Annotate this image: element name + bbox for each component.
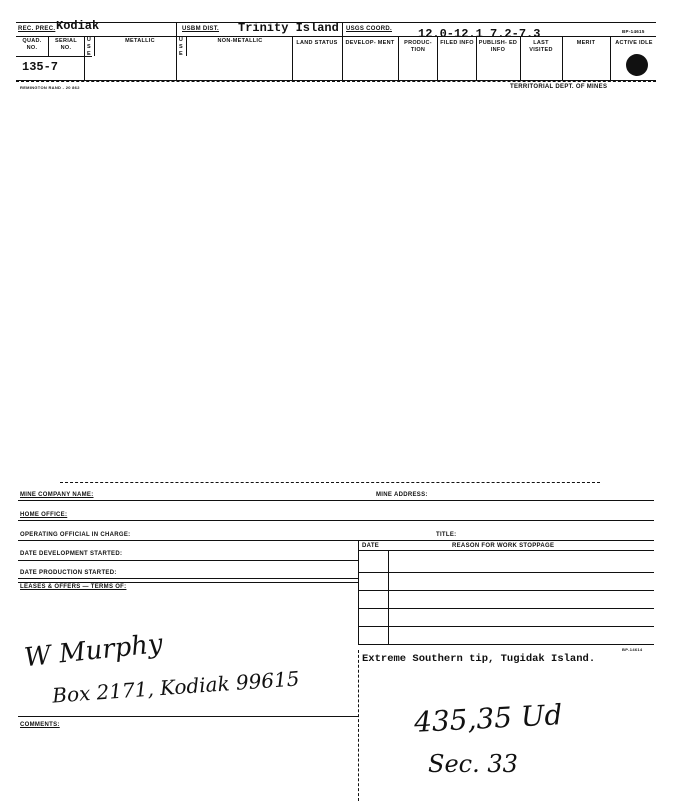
date-prod-started-label: DATE PRODUCTION STARTED: bbox=[20, 570, 117, 576]
home-office-label: HOME OFFICE: bbox=[20, 512, 68, 518]
col-use-2: U S E bbox=[178, 37, 184, 57]
col-production: PRODUC- TION bbox=[404, 40, 432, 53]
handwritten-code: 435,35 Ud bbox=[413, 698, 564, 739]
mine-company-name-label: MINE COMPANY NAME: bbox=[20, 492, 94, 498]
rec-prec-label: REC. PREC. bbox=[18, 26, 56, 32]
handwritten-address: Box 2171, Kodiak 99615 bbox=[51, 666, 301, 708]
col-use-1: U S E bbox=[86, 37, 92, 57]
location-text: Extreme Southern tip, Tugidak Island. bbox=[362, 653, 596, 665]
col-quad-no: QUAD. NO. bbox=[22, 38, 42, 51]
comments-label: COMMENTS: bbox=[20, 722, 60, 728]
form-number-top: BP-14615 bbox=[622, 29, 645, 34]
operating-official-label: OPERATING OFFICIAL IN CHARGE: bbox=[20, 532, 131, 538]
date-col-label: DATE bbox=[362, 543, 380, 549]
usgs-coord-label: USGS COORD. bbox=[346, 26, 392, 32]
stamp-dot-icon bbox=[626, 54, 648, 76]
col-development: DEVELOP- MENT bbox=[345, 40, 395, 46]
col-merit: MERIT bbox=[576, 40, 596, 46]
quad-serial-value: 135-7 bbox=[22, 60, 59, 74]
col-active-idle: ACTIVE IDLE bbox=[615, 40, 653, 46]
handwritten-sec: Sec. 33 bbox=[428, 750, 518, 778]
rec-prec-value: Kodiak bbox=[56, 19, 100, 33]
date-dev-started-label: DATE DEVELOPMENT STARTED: bbox=[20, 551, 123, 557]
usgs-coord-value: 12.0-12.1 7.2-7.3 bbox=[418, 27, 541, 41]
col-non-metallic: NON-METALLIC bbox=[217, 38, 263, 44]
title-label: TITLE: bbox=[436, 532, 457, 538]
handwritten-name: W Murphy bbox=[22, 628, 165, 674]
col-metallic: METALLIC bbox=[125, 38, 155, 44]
mine-address-label: MINE ADDRESS: bbox=[376, 492, 428, 498]
col-land-status: LAND STATUS bbox=[296, 40, 338, 46]
col-filed-info: FILED INFO bbox=[440, 40, 474, 46]
footer-right: TERRITORIAL DEPT. OF MINES bbox=[510, 84, 608, 90]
usbm-dist-value: Trinity Island bbox=[238, 21, 339, 35]
reason-col-label: REASON FOR WORK STOPPAGE bbox=[452, 543, 555, 549]
col-published-info: PUBLISH- ED INFO bbox=[478, 40, 518, 53]
footer-left: REMINGTON RAND - 20 862 bbox=[20, 85, 80, 90]
col-serial-no: SERIAL NO. bbox=[55, 38, 77, 51]
bottom-card-top-rule bbox=[60, 482, 600, 483]
col-last-visited: LAST VISITED bbox=[529, 40, 553, 53]
leases-label: LEASES & OFFERS — TERMS OF: bbox=[20, 584, 127, 590]
usbm-dist-label: USBM DIST. bbox=[182, 26, 220, 32]
form-number-bottom: BP-14614 bbox=[622, 647, 643, 652]
